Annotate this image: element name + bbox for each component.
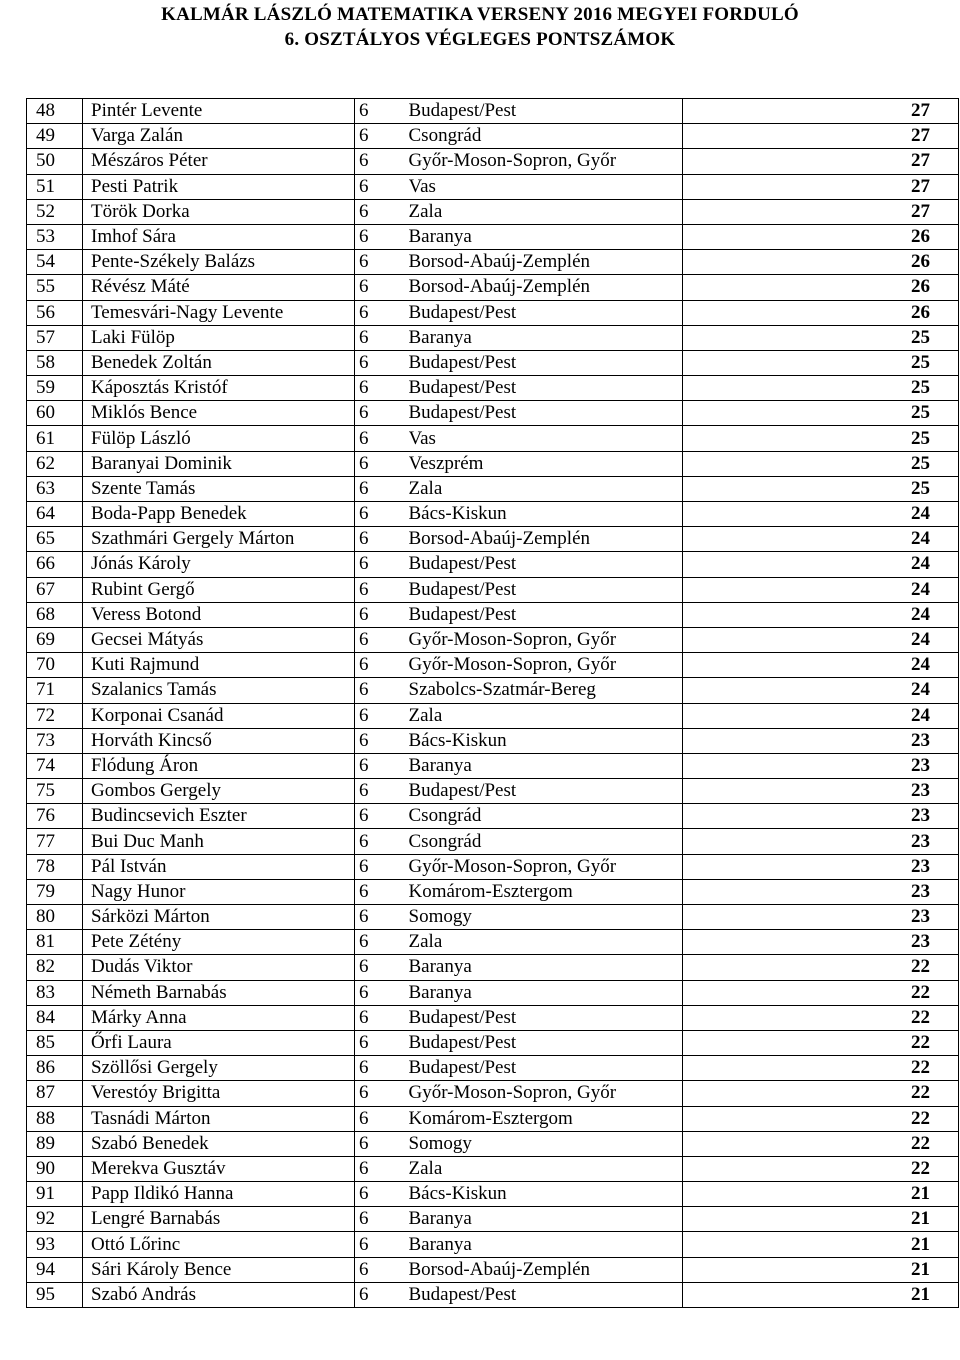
score-cell: 22 [683, 980, 959, 1005]
rank-cell: 77 [27, 829, 83, 854]
grade-cell: 6 [355, 879, 409, 904]
name-cell: Sárközi Márton [83, 905, 355, 930]
name-cell: Szöllősi Gergely [83, 1056, 355, 1081]
rank-cell: 83 [27, 980, 83, 1005]
grade-cell: 6 [355, 728, 409, 753]
county-cell: Győr-Moson-Sopron, Győr [409, 149, 683, 174]
score-cell: 25 [683, 451, 959, 476]
table-row [27, 149, 959, 174]
table-row [27, 1081, 959, 1106]
county-cell: Budapest/Pest [409, 1005, 683, 1030]
grade-cell: 6 [355, 527, 409, 552]
table-row [27, 854, 959, 879]
grade-cell: 6 [355, 1257, 409, 1282]
grade-cell: 6 [355, 199, 409, 224]
county-cell: Budapest/Pest [409, 602, 683, 627]
county-cell: Bács-Kiskun [409, 502, 683, 527]
county-cell: Budapest/Pest [409, 577, 683, 602]
score-cell: 23 [683, 930, 959, 955]
rank-cell: 86 [27, 1056, 83, 1081]
rank-cell: 62 [27, 451, 83, 476]
county-cell: Győr-Moson-Sopron, Győr [409, 1081, 683, 1106]
score-cell: 22 [683, 1131, 959, 1156]
table-row [27, 905, 959, 930]
name-cell: Boda-Papp Benedek [83, 502, 355, 527]
name-cell: Szalanics Tamás [83, 678, 355, 703]
county-cell: Komárom-Esztergom [409, 1106, 683, 1131]
name-cell: Szabó Benedek [83, 1131, 355, 1156]
table-row [27, 224, 959, 249]
name-cell: Őrfi Laura [83, 1030, 355, 1055]
county-cell: Somogy [409, 1131, 683, 1156]
county-cell: Borsod-Abaúj-Zemplén [409, 275, 683, 300]
table-row [27, 829, 959, 854]
rank-cell: 93 [27, 1232, 83, 1257]
county-cell: Baranya [409, 1207, 683, 1232]
results-table [26, 98, 959, 1308]
score-cell: 21 [683, 1282, 959, 1307]
table-row [27, 350, 959, 375]
table-row [27, 804, 959, 829]
rank-cell: 85 [27, 1030, 83, 1055]
county-cell: Zala [409, 199, 683, 224]
county-cell: Győr-Moson-Sopron, Győr [409, 627, 683, 652]
table-row [27, 602, 959, 627]
table-row [27, 1207, 959, 1232]
name-cell: Káposztás Kristóf [83, 376, 355, 401]
name-cell: Pintér Levente [83, 99, 355, 124]
grade-cell: 6 [355, 653, 409, 678]
county-cell: Komárom-Esztergom [409, 879, 683, 904]
score-cell: 22 [683, 1056, 959, 1081]
table-row [27, 577, 959, 602]
grade-cell: 6 [355, 325, 409, 350]
name-cell: Laki Fülöp [83, 325, 355, 350]
name-cell: Pete Zétény [83, 930, 355, 955]
table-row [27, 99, 959, 124]
score-cell: 25 [683, 476, 959, 501]
score-cell: 26 [683, 275, 959, 300]
table-row [27, 552, 959, 577]
rank-cell: 59 [27, 376, 83, 401]
score-cell: 21 [683, 1207, 959, 1232]
rank-cell: 63 [27, 476, 83, 501]
grade-cell: 6 [355, 1005, 409, 1030]
table-row [27, 451, 959, 476]
table-row [27, 955, 959, 980]
county-cell: Zala [409, 476, 683, 501]
score-cell: 27 [683, 174, 959, 199]
county-cell: Baranya [409, 325, 683, 350]
document-header [0, 2, 960, 52]
name-cell: Varga Zalán [83, 124, 355, 149]
table-row [27, 753, 959, 778]
table-row [27, 1182, 959, 1207]
table-row [27, 779, 959, 804]
rank-cell: 57 [27, 325, 83, 350]
grade-cell: 6 [355, 602, 409, 627]
grade-cell: 6 [355, 678, 409, 703]
county-cell: Győr-Moson-Sopron, Győr [409, 653, 683, 678]
name-cell: Miklós Bence [83, 401, 355, 426]
rank-cell: 56 [27, 300, 83, 325]
grade-cell: 6 [355, 1081, 409, 1106]
county-cell: Veszprém [409, 451, 683, 476]
grade-cell: 6 [355, 476, 409, 501]
county-cell: Zala [409, 930, 683, 955]
grade-cell: 6 [355, 955, 409, 980]
county-cell: Budapest/Pest [409, 401, 683, 426]
score-cell: 23 [683, 728, 959, 753]
table-row [27, 1056, 959, 1081]
score-cell: 21 [683, 1232, 959, 1257]
name-cell: Rubint Gergő [83, 577, 355, 602]
grade-cell: 6 [355, 905, 409, 930]
county-cell: Csongrád [409, 804, 683, 829]
grade-cell: 6 [355, 275, 409, 300]
score-cell: 23 [683, 829, 959, 854]
grade-cell: 6 [355, 627, 409, 652]
grade-cell: 6 [355, 930, 409, 955]
rank-cell: 58 [27, 350, 83, 375]
grade-cell: 6 [355, 753, 409, 778]
score-cell: 27 [683, 124, 959, 149]
name-cell: Gombos Gergely [83, 779, 355, 804]
county-cell: Bács-Kiskun [409, 728, 683, 753]
score-cell: 23 [683, 779, 959, 804]
county-cell: Vas [409, 426, 683, 451]
table-row [27, 930, 959, 955]
table-row [27, 703, 959, 728]
name-cell: Jónás Károly [83, 552, 355, 577]
grade-cell: 6 [355, 1030, 409, 1055]
rank-cell: 68 [27, 602, 83, 627]
score-cell: 25 [683, 426, 959, 451]
rank-cell: 55 [27, 275, 83, 300]
grade-cell: 6 [355, 99, 409, 124]
name-cell: Verestóy Brigitta [83, 1081, 355, 1106]
score-cell: 23 [683, 804, 959, 829]
rank-cell: 48 [27, 99, 83, 124]
county-cell: Szabolcs-Szatmár-Bereg [409, 678, 683, 703]
grade-cell: 6 [355, 1056, 409, 1081]
table-row [27, 401, 959, 426]
grade-cell: 6 [355, 703, 409, 728]
name-cell: Veress Botond [83, 602, 355, 627]
name-cell: Révész Máté [83, 275, 355, 300]
county-cell: Borsod-Abaúj-Zemplén [409, 250, 683, 275]
table-row [27, 275, 959, 300]
score-cell: 27 [683, 199, 959, 224]
rank-cell: 61 [27, 426, 83, 451]
county-cell: Csongrád [409, 829, 683, 854]
grade-cell: 6 [355, 174, 409, 199]
rank-cell: 90 [27, 1156, 83, 1181]
rank-cell: 66 [27, 552, 83, 577]
score-cell: 22 [683, 1005, 959, 1030]
score-cell: 25 [683, 325, 959, 350]
name-cell: Gecsei Mátyás [83, 627, 355, 652]
grade-cell: 6 [355, 1156, 409, 1181]
table-row [27, 527, 959, 552]
rank-cell: 87 [27, 1081, 83, 1106]
name-cell: Dudás Viktor [83, 955, 355, 980]
score-cell: 24 [683, 552, 959, 577]
score-cell: 25 [683, 376, 959, 401]
grade-cell: 6 [355, 426, 409, 451]
county-cell: Borsod-Abaúj-Zemplén [409, 527, 683, 552]
score-cell: 26 [683, 250, 959, 275]
grade-cell: 6 [355, 1131, 409, 1156]
table-row [27, 174, 959, 199]
table-row [27, 300, 959, 325]
grade-cell: 6 [355, 1282, 409, 1307]
score-cell: 26 [683, 224, 959, 249]
score-cell: 24 [683, 678, 959, 703]
county-cell: Baranya [409, 955, 683, 980]
name-cell: Török Dorka [83, 199, 355, 224]
score-cell: 26 [683, 300, 959, 325]
rank-cell: 70 [27, 653, 83, 678]
name-cell: Szathmári Gergely Márton [83, 527, 355, 552]
score-cell: 27 [683, 99, 959, 124]
name-cell: Pente-Székely Balázs [83, 250, 355, 275]
name-cell: Flódung Áron [83, 753, 355, 778]
grade-cell: 6 [355, 1182, 409, 1207]
rank-cell: 84 [27, 1005, 83, 1030]
rank-cell: 75 [27, 779, 83, 804]
table-row [27, 980, 959, 1005]
rank-cell: 65 [27, 527, 83, 552]
grade-cell: 6 [355, 854, 409, 879]
table-row [27, 728, 959, 753]
table-row [27, 199, 959, 224]
table-row [27, 1030, 959, 1055]
name-cell: Fülöp László [83, 426, 355, 451]
rank-cell: 94 [27, 1257, 83, 1282]
score-cell: 22 [683, 1030, 959, 1055]
table-row [27, 1005, 959, 1030]
name-cell: Benedek Zoltán [83, 350, 355, 375]
grade-cell: 6 [355, 779, 409, 804]
grade-cell: 6 [355, 1207, 409, 1232]
rank-cell: 50 [27, 149, 83, 174]
grade-cell: 6 [355, 224, 409, 249]
table-row [27, 1257, 959, 1282]
county-cell: Budapest/Pest [409, 1056, 683, 1081]
grade-cell: 6 [355, 980, 409, 1005]
score-cell: 27 [683, 149, 959, 174]
county-cell: Baranya [409, 224, 683, 249]
grade-cell: 6 [355, 1106, 409, 1131]
score-cell: 21 [683, 1257, 959, 1282]
rank-cell: 69 [27, 627, 83, 652]
name-cell: Ottó Lőrinc [83, 1232, 355, 1257]
rank-cell: 81 [27, 930, 83, 955]
table-row [27, 653, 959, 678]
rank-cell: 54 [27, 250, 83, 275]
rank-cell: 73 [27, 728, 83, 753]
score-cell: 23 [683, 879, 959, 904]
grade-cell: 6 [355, 829, 409, 854]
score-cell: 23 [683, 753, 959, 778]
score-cell: 24 [683, 627, 959, 652]
table-row [27, 124, 959, 149]
rank-cell: 76 [27, 804, 83, 829]
table-row [27, 1156, 959, 1181]
name-cell: Bui Duc Manh [83, 829, 355, 854]
document-subtitle: 6. OSZTÁLYOS VÉGLEGES PONTSZÁMOK [284, 29, 676, 50]
name-cell: Sári Károly Bence [83, 1257, 355, 1282]
name-cell: Márky Anna [83, 1005, 355, 1030]
name-cell: Korponai Csanád [83, 703, 355, 728]
results-table-body [27, 99, 959, 1308]
table-row [27, 325, 959, 350]
document-title: KALMÁR LÁSZLÓ MATEMATIKA VERSENY 2016 MEGYEI FORDULÓ [161, 4, 799, 25]
rank-cell: 89 [27, 1131, 83, 1156]
grade-cell: 6 [355, 300, 409, 325]
name-cell: Kuti Rajmund [83, 653, 355, 678]
table-row [27, 476, 959, 501]
rank-cell: 60 [27, 401, 83, 426]
score-cell: 23 [683, 905, 959, 930]
table-row [27, 627, 959, 652]
score-cell: 24 [683, 602, 959, 627]
county-cell: Baranya [409, 1232, 683, 1257]
score-cell: 22 [683, 1106, 959, 1131]
name-cell: Merekva Gusztáv [83, 1156, 355, 1181]
grade-cell: 6 [355, 451, 409, 476]
rank-cell: 95 [27, 1282, 83, 1307]
county-cell: Budapest/Pest [409, 300, 683, 325]
score-cell: 25 [683, 350, 959, 375]
name-cell: Pál István [83, 854, 355, 879]
rank-cell: 64 [27, 502, 83, 527]
name-cell: Szente Tamás [83, 476, 355, 501]
score-cell: 21 [683, 1182, 959, 1207]
rank-cell: 88 [27, 1106, 83, 1131]
score-cell: 24 [683, 527, 959, 552]
county-cell: Budapest/Pest [409, 350, 683, 375]
table-row [27, 1106, 959, 1131]
county-cell: Csongrád [409, 124, 683, 149]
name-cell: Nagy Hunor [83, 879, 355, 904]
rank-cell: 72 [27, 703, 83, 728]
rank-cell: 49 [27, 124, 83, 149]
rank-cell: 71 [27, 678, 83, 703]
score-cell: 22 [683, 955, 959, 980]
table-row [27, 1282, 959, 1307]
grade-cell: 6 [355, 552, 409, 577]
score-cell: 24 [683, 703, 959, 728]
table-row [27, 879, 959, 904]
county-cell: Budapest/Pest [409, 1282, 683, 1307]
county-cell: Budapest/Pest [409, 779, 683, 804]
rank-cell: 74 [27, 753, 83, 778]
rank-cell: 53 [27, 224, 83, 249]
rank-cell: 91 [27, 1182, 83, 1207]
score-cell: 22 [683, 1156, 959, 1181]
table-row [27, 250, 959, 275]
rank-cell: 67 [27, 577, 83, 602]
name-cell: Horváth Kincső [83, 728, 355, 753]
rank-cell: 52 [27, 199, 83, 224]
table-row [27, 1232, 959, 1257]
name-cell: Németh Barnabás [83, 980, 355, 1005]
county-cell: Budapest/Pest [409, 552, 683, 577]
name-cell: Temesvári-Nagy Levente [83, 300, 355, 325]
name-cell: Mészáros Péter [83, 149, 355, 174]
rank-cell: 92 [27, 1207, 83, 1232]
table-row [27, 502, 959, 527]
county-cell: Baranya [409, 753, 683, 778]
county-cell: Baranya [409, 980, 683, 1005]
county-cell: Budapest/Pest [409, 376, 683, 401]
grade-cell: 6 [355, 577, 409, 602]
county-cell: Vas [409, 174, 683, 199]
name-cell: Imhof Sára [83, 224, 355, 249]
rank-cell: 82 [27, 955, 83, 980]
rank-cell: 79 [27, 879, 83, 904]
county-cell: Borsod-Abaúj-Zemplén [409, 1257, 683, 1282]
rank-cell: 78 [27, 854, 83, 879]
grade-cell: 6 [355, 401, 409, 426]
table-row [27, 426, 959, 451]
name-cell: Baranyai Dominik [83, 451, 355, 476]
score-cell: 24 [683, 653, 959, 678]
name-cell: Budincsevich Eszter [83, 804, 355, 829]
score-cell: 24 [683, 502, 959, 527]
table-row [27, 678, 959, 703]
score-cell: 25 [683, 401, 959, 426]
score-cell: 24 [683, 577, 959, 602]
score-cell: 23 [683, 854, 959, 879]
rank-cell: 51 [27, 174, 83, 199]
name-cell: Szabó András [83, 1282, 355, 1307]
rank-cell: 80 [27, 905, 83, 930]
grade-cell: 6 [355, 350, 409, 375]
county-cell: Budapest/Pest [409, 1030, 683, 1055]
name-cell: Pesti Patrik [83, 174, 355, 199]
county-cell: Budapest/Pest [409, 99, 683, 124]
grade-cell: 6 [355, 1232, 409, 1257]
grade-cell: 6 [355, 250, 409, 275]
grade-cell: 6 [355, 149, 409, 174]
table-row [27, 1131, 959, 1156]
score-cell: 22 [683, 1081, 959, 1106]
county-cell: Somogy [409, 905, 683, 930]
name-cell: Papp Ildikó Hanna [83, 1182, 355, 1207]
name-cell: Lengré Barnabás [83, 1207, 355, 1232]
grade-cell: 6 [355, 502, 409, 527]
county-cell: Győr-Moson-Sopron, Győr [409, 854, 683, 879]
county-cell: Zala [409, 703, 683, 728]
county-cell: Zala [409, 1156, 683, 1181]
grade-cell: 6 [355, 124, 409, 149]
table-row [27, 376, 959, 401]
county-cell: Bács-Kiskun [409, 1182, 683, 1207]
grade-cell: 6 [355, 804, 409, 829]
name-cell: Tasnádi Márton [83, 1106, 355, 1131]
grade-cell: 6 [355, 376, 409, 401]
